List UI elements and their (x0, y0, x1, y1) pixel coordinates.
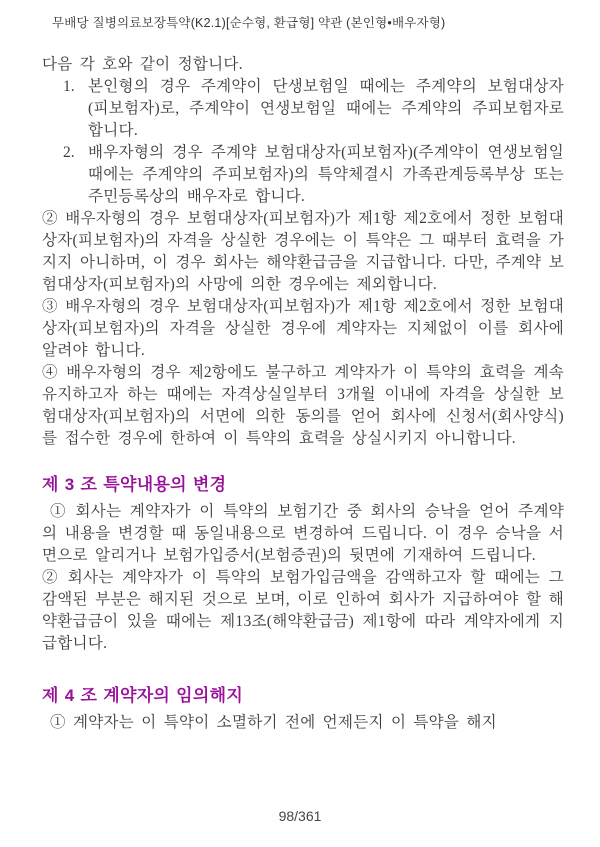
article-3-paragraph-1: ① 회사는 계약자가 이 특약의 보험기간 중 회사의 승낙을 얻어 주계약의 내용을 변경할 때 동일내용으로 변경하여 드립니다. 이 경우 승낙을 서면으로 알리거나 보험가입증서(보험증권)의 뒷면에 기재하여 드립니다. (42, 503, 564, 564)
paragraph-3: ③ 배우자형의 경우 보험대상자(피보험자)가 제1항 제2호에서 정한 보험대상자(피보험자)의 자격을 상실한 경우에 계약자는 지체없이 이를 회사에 알려야 합니다. (42, 298, 564, 359)
article-3-heading: 제 3 조 특약내용의 변경 (42, 475, 227, 494)
article-3-paragraph-2: ② 회사는 계약자가 이 특약의 보험가입금액을 감액하고자 할 때에는 그 감액된 부분은 해지된 것으로 보며, 이로 인하여 회사가 지급하여야 할 해약환급금이 있을 때에는 제13조(해약환급금) 제1항에 따라 계약자에게 지급합니다. (42, 569, 564, 652)
paragraph-2: ② 배우자형의 경우 보험대상자(피보험자)가 제1항 제2호에서 정한 보험대상자(피보험자)의 자격을 상실한 경우에는 이 특약은 그 때부터 효력을 가지지 아니하며, 이 경우 회사는 해약환급금을 지급합니다. 다만, 주계약 보험대상자(피보험자)의 사망에 의한 경우에는 제외합니다. (42, 210, 564, 293)
list-item-1-text: 본인형의 경우 주계약이 단생보험일 때에는 주계약의 보험대상자(피보험자)로, 주계약이 연생보험일 때에는 주계약의 주피보험자로 합니다. (88, 78, 564, 139)
intro-paragraph: 다음 각 호와 같이 정합니다. (42, 56, 243, 73)
article-4-heading: 제 4 조 계약자의 임의해지 (42, 686, 244, 705)
list-item-1-marker: 1. (63, 78, 75, 95)
article-4-paragraph-1: ① 계약자는 이 특약이 소멸하기 전에 언제든지 이 특약을 해지 (50, 714, 497, 731)
list-item-2-marker: 2. (63, 144, 75, 161)
document-body (42, 54, 564, 734)
list-item-1 (42, 76, 564, 142)
list-item-2-text: 배우자형의 경우 주계약 보험대상자(피보험자)(주계약이 연생보험일 때에는 주계약의 주피보험자)의 특약체결시 가족관계등록부상 또는 주민등록상의 배우자로 합니다. (88, 144, 564, 205)
list-item-2 (42, 142, 564, 208)
paragraph-4: ④ 배우자형의 경우 제2항에도 불구하고 계약자가 이 특약의 효력을 계속 유지하고자 하는 때에는 자격상실일부터 3개월 이내에 자격을 상실한 보험대상자(피보험자)의 서면에 의한 동의를 얻어 회사에 신청서(회사양식)를 접수한 경우에 한하여 이 특약의 효력을 상실시키지 아니합니다. (42, 364, 564, 447)
document-header-title: 무배당 질병의료보장특약(K2.1)[순수형, 환급형] 약관 (본인형•배우자형) (52, 16, 446, 30)
page-number: 98/361 (278, 808, 322, 824)
